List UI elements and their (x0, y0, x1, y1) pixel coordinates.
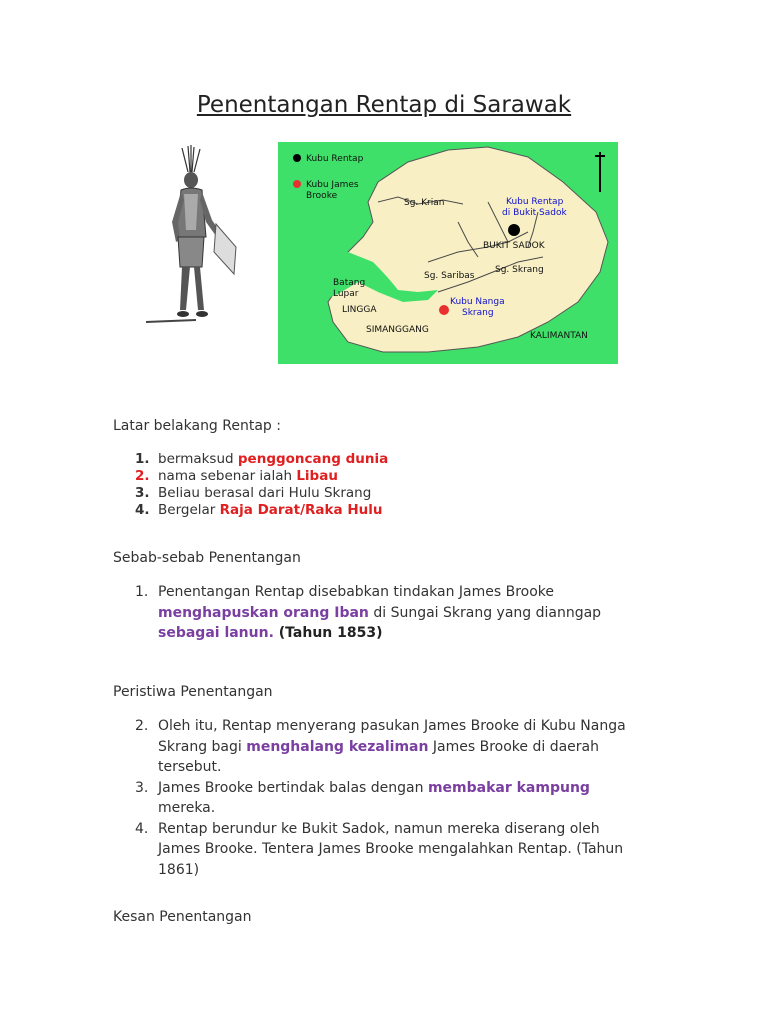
fort-rentap-marker (508, 224, 520, 236)
list-item (135, 819, 635, 881)
label-sg-saribas: Sg. Saribas (424, 271, 475, 281)
list-number: 1. (135, 584, 149, 600)
list-text: Beliau berasal dari Hulu Skrang (158, 485, 372, 501)
label-lingga: LINGGA (342, 305, 377, 315)
list-text: Rentap berundur ke Bukit Sadok, namun mereka diserang oleh James Brooke. Tentera James Brooke mengalahkan Rentap. (Tahun 1861) (158, 820, 624, 878)
heading-peristiwa: Peristiwa Penentangan (113, 684, 273, 700)
fort-brooke-marker (439, 305, 449, 315)
list-item (135, 468, 388, 485)
rentap-warrior-illustration (136, 142, 246, 332)
list-item (135, 582, 655, 644)
list-text: James Brooke di daerah tersebut. (158, 738, 599, 775)
list-highlight: membakar kampung (427, 779, 590, 796)
sarawak-map (278, 142, 618, 364)
list-number: 3. (135, 779, 149, 796)
label-sg-skrang: Sg. Skrang (495, 265, 544, 275)
label-kalimantan: KALIMANTAN (530, 331, 588, 341)
sebab-list (135, 582, 655, 644)
list-number: 4. (135, 820, 149, 837)
list-item (135, 451, 388, 468)
list-highlight: Raja Darat/Raka Hulu (219, 502, 383, 518)
list-item (135, 502, 388, 519)
label-lupar: Lupar (333, 289, 359, 299)
list-text: James Brooke bertindak balas dengan (158, 779, 428, 796)
label-kubu-rentap-1: Kubu Rentap (506, 197, 564, 207)
list-highlight: penggoncang dunia (237, 451, 389, 467)
legend-brooke-label-2: Brooke (306, 191, 338, 201)
legend-brooke-label-1: Kubu James (306, 180, 359, 190)
heading-latar-belakang: Latar belakang Rentap : (113, 418, 281, 434)
list-text: bermaksud (158, 451, 238, 467)
label-kubu-nanga-2: Skrang (462, 308, 494, 318)
list-text: Bergelar (158, 502, 220, 518)
latar-list (135, 451, 388, 519)
list-text: mereka. (158, 800, 216, 816)
list-highlight: Libau (296, 468, 338, 484)
list-year: (Tahun 1853) (273, 625, 383, 641)
list-number: 4. (135, 502, 150, 518)
label-simanggang: SIMANGGANG (366, 325, 429, 335)
list-item (135, 778, 635, 819)
heading-sebab: Sebab-sebab Penentangan (113, 550, 301, 566)
list-number: 2. (135, 718, 149, 734)
page-title: Penentangan Rentap di Sarawak (196, 92, 572, 118)
label-kubu-rentap-2: di Bukit Sadok (502, 208, 567, 218)
list-highlight: sebagai lanun. (158, 625, 274, 641)
label-sg-krian: Sg. Krian (404, 198, 445, 208)
list-item (135, 716, 635, 778)
list-text: nama sebenar ialah (158, 468, 297, 484)
list-highlight: menghalang kezaliman (246, 738, 429, 755)
label-batang: Batang (333, 278, 366, 288)
list-text: Oleh itu, Rentap menyerang pasukan James Brooke di Kubu Nanga Skrang bagi (158, 718, 626, 755)
heading-kesan: Kesan Penentangan (113, 909, 252, 925)
legend-rentap-marker (293, 154, 301, 162)
legend-brooke-marker (293, 180, 301, 188)
list-text: di Sungai Skrang yang dianngap (368, 604, 602, 621)
list-highlight: menghapuskan orang Iban (158, 604, 369, 621)
label-bukit-sadok: BUKIT SADOK (483, 241, 545, 251)
list-item (135, 485, 388, 502)
legend-rentap-label: Kubu Rentap (306, 154, 364, 164)
peristiwa-list (135, 716, 635, 880)
list-number: 2. (135, 468, 150, 484)
label-kubu-nanga-1: Kubu Nanga (450, 297, 505, 307)
list-number: 1. (135, 451, 150, 467)
list-number: 3. (135, 485, 150, 501)
list-text: Penentangan Rentap disebabkan tindakan James Brooke (158, 584, 555, 600)
